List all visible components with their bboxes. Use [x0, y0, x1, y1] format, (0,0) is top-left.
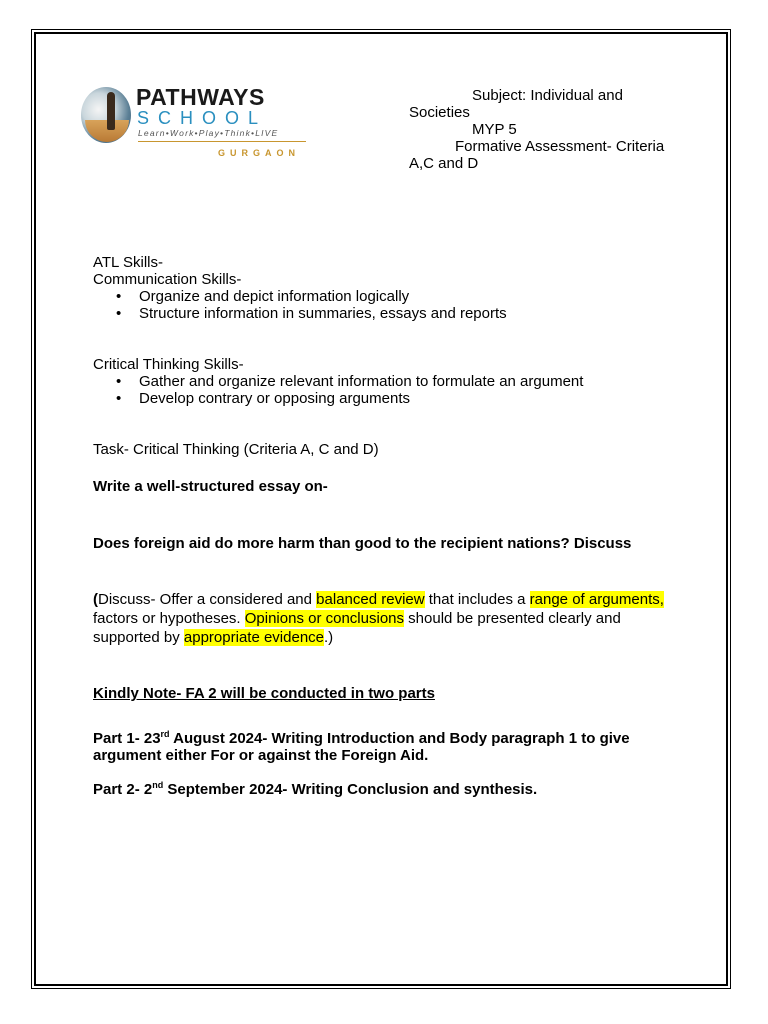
communication-heading: Communication Skills- [93, 271, 242, 288]
discuss-text: that includes a [424, 591, 530, 608]
highlight-text: Opinions or conclusions [244, 610, 405, 627]
assessment-line-2: A,C and D [409, 155, 479, 172]
logo-divider [138, 141, 306, 142]
part-2-text: September 2024- Writing Conclusion and synthesis. [163, 781, 538, 798]
highlight-text: balanced review [316, 591, 425, 608]
assessment-line-1: Formative Assessment- Criteria [455, 138, 665, 155]
logo-figure-icon [107, 92, 115, 130]
logo-school: SCHOOL [137, 108, 268, 128]
document-body [93, 254, 673, 798]
discuss-text: should be presented clearly and supported by [93, 610, 621, 646]
part-1 [93, 730, 673, 764]
part-2-lead: Part 2- 2 [93, 781, 153, 798]
subject-line-2: Societies [409, 104, 470, 121]
school-logo [81, 84, 307, 160]
logo-city: GURGAON [218, 148, 300, 158]
note-heading: Kindly Note- FA 2 will be conducted in two parts [93, 685, 435, 702]
task-label: Task- Critical Thinking (Criteria A, C and D) [93, 441, 379, 458]
list-item: • Structure information in summaries, essays and reports [139, 305, 673, 322]
highlight-text: range of arguments, [529, 591, 664, 608]
list-item: • Gather and organize relevant information to formulate an argument [139, 373, 673, 390]
communication-list [93, 288, 673, 322]
part-2 [93, 781, 673, 798]
subject-line-1: Subject: Individual and [472, 87, 623, 104]
task-instruction: Write a well-structured essay on- [93, 478, 328, 495]
discuss-text: .) [324, 629, 334, 646]
part-1-text: August 2024- Writing Introduction and Body paragraph 1 to give argument either For or against the Foreign Aid. [93, 730, 630, 764]
programme: MYP 5 [472, 121, 517, 138]
open-paren: ( [93, 591, 98, 608]
critical-heading: Critical Thinking Skills- [93, 356, 244, 373]
part-1-lead: Part 1- 23 [93, 730, 161, 747]
discuss-text: Discuss- Offer a considered and [98, 591, 317, 608]
essay-question: Does foreign aid do more harm than good to the recipient nations? Discuss [93, 535, 632, 552]
atl-heading: ATL Skills- [93, 254, 164, 271]
assessment-header [409, 87, 689, 172]
discuss-text: factors or hypotheses. [93, 610, 245, 627]
list-item: • Develop contrary or opposing arguments [139, 390, 673, 407]
part-1-ordinal: rd [160, 729, 170, 739]
list-item: • Organize and depict information logically [139, 288, 673, 305]
critical-list [93, 373, 673, 407]
logo-tagline: Learn•Work•Play•Think•LIVE [138, 128, 279, 138]
logo-name: PATHWAYS [136, 84, 265, 110]
discuss-definition [93, 590, 673, 647]
highlight-text: appropriate evidence [183, 629, 325, 646]
part-2-ordinal: nd [152, 780, 164, 790]
